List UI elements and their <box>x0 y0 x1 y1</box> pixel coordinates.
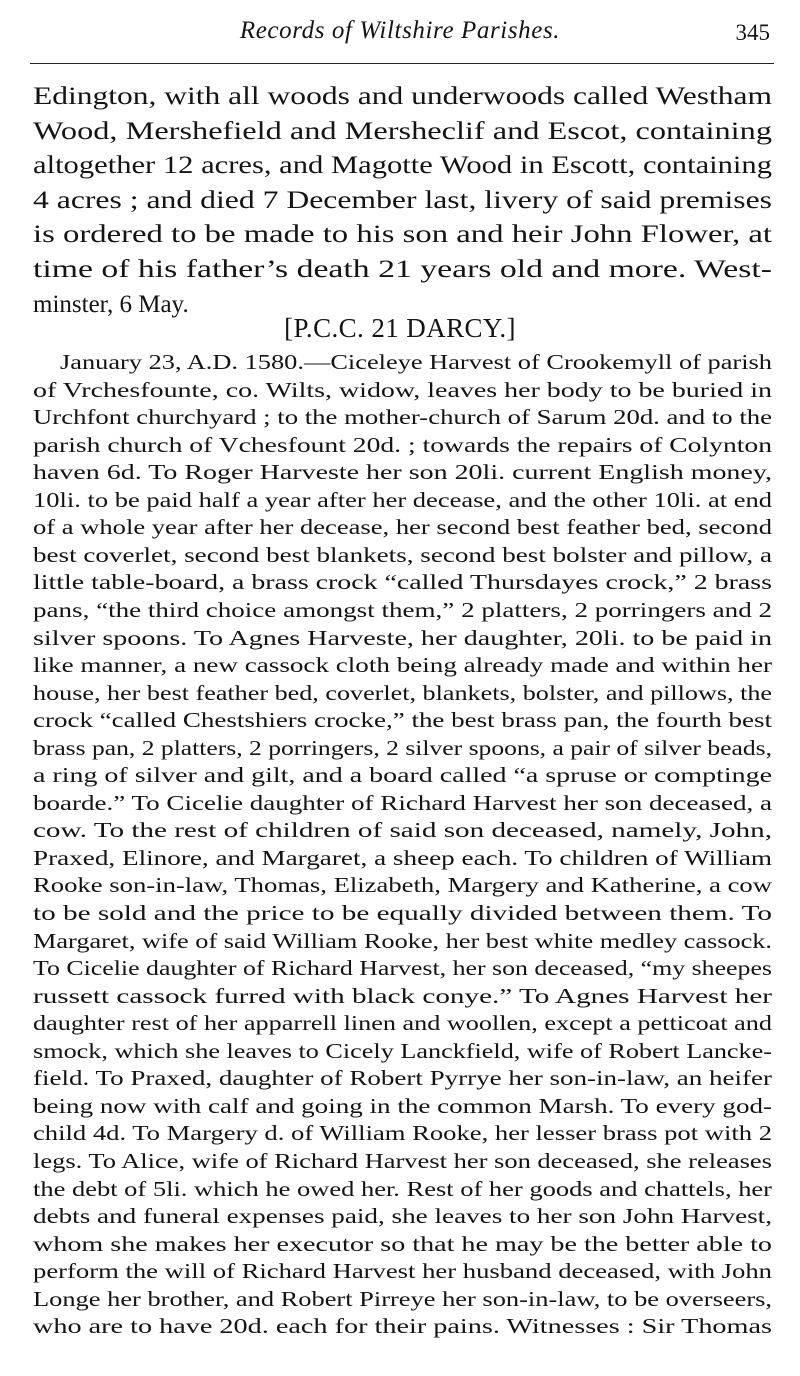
text-line: of a whole year after her decease, her second best feather bed, second <box>33 515 772 540</box>
text-line: russett cassock furred with black conye.” To Agnes Harvest her <box>33 983 772 1008</box>
text-line: 4 acres ; and died 7 December last, livery of said premises <box>33 186 772 214</box>
text-line: To Cicelie daughter of Richard Harvest, her son deceased, “my sheepes <box>33 956 772 981</box>
text-line: pans, “the third choice amongst them,” 2 platters, 2 porringers and 2 <box>33 597 772 622</box>
text-line: boarde.” To Cicelie daughter of Richard Harvest her son deceased, a <box>33 790 772 815</box>
text-line: debts and funeral expenses paid, she leaves to her son John Harvest, <box>33 1204 772 1229</box>
page-number: 345 <box>735 20 770 45</box>
text-line: brass pan, 2 platters, 2 porringers, 2 silver spoons, a pair of silver beads, <box>33 735 772 760</box>
running-title: Records of Wiltshire Parishes. <box>239 17 561 44</box>
text-line: best coverlet, second best blankets, second best bolster and pillow, a <box>33 542 772 567</box>
text-line: Edington, with all woods and underwoods called Westham <box>33 83 773 110</box>
text-line: Urchfont churchyard ; to the mother-church of Sarum 20d. and to the <box>33 405 773 430</box>
text-line: daughter rest of her apparrell linen and woollen, except a petticoat and <box>33 1011 772 1036</box>
text-line: 10li. to be paid half a year after her decease, and the other 10li. at end <box>33 487 772 512</box>
text-line: Praxed, Elinore, and Margaret, a sheep each. To children of William <box>33 845 772 870</box>
text-line: child 4d. To Margery d. of William Rooke, her lesser brass pot with 2 <box>33 1121 772 1146</box>
text-line: parish church of Vchesfount 20d. ; towards the repairs of Colynton <box>33 432 772 457</box>
text-line: a ring of silver and gilt, and a board called “a spruse or comptinge <box>33 763 772 788</box>
text-line: smock, which she leaves to Cicely Lanckfield, wife of Robert Lancke- <box>33 1038 772 1063</box>
text-line: Wood, Mershefield and Mersheclif and Escot, containing <box>33 117 772 145</box>
text-line: whom she makes her executor so that he may be the better able to <box>33 1231 772 1256</box>
text-line: crock “called Chestshiers crocke,” the best brass pan, the fourth best <box>33 708 772 733</box>
text-line: altogether 12 acres, and Magotte Wood in Escott, containing <box>33 152 772 180</box>
text-line: Margaret, wife of said William Rooke, her best white medley cassock. <box>33 928 772 953</box>
text-line: Rooke son-in-law, Thomas, Elizabeth, Margery and Katherine, a cow <box>33 873 772 898</box>
text-line: being now with calf and going in the common Marsh. To every god- <box>33 1093 772 1118</box>
text-line: minster, 6 May. <box>33 290 189 318</box>
text-line: is ordered to be made to his son and heir John Flower, at <box>33 221 772 249</box>
text-line: the debt of 5li. which he owed her. Rest of her goods and chattels, her <box>33 1176 773 1201</box>
text-line: to be sold and the price to be equally divided between them. To <box>33 901 772 925</box>
text-line: field. To Praxed, daughter of Robert Pyrrye her son-in-law, an heifer <box>33 1066 772 1091</box>
text-line: time of his father’s death 21 years old and more. West- <box>33 256 772 283</box>
text-line: silver spoons. To Agnes Harveste, her daughter, 20li. to be paid in <box>33 625 772 650</box>
citation-heading: [P.C.C. 21 DARCY.] <box>284 313 516 343</box>
text-line: house, her best feather bed, coverlet, blankets, bolster, and pillows, the <box>33 680 772 705</box>
text-line: of Vrchesfounte, co. Wilts, widow, leaves her body to be buried in <box>33 377 772 402</box>
text-line: haven 6d. To Roger Harveste her son 20li. current English money, <box>33 460 772 485</box>
text-line: cow. To the rest of children of said son deceased, namely, John, <box>33 818 772 843</box>
running-head <box>30 14 770 48</box>
text-line: who are to have 20d. each for their pains. Witnesses : Sir Thomas <box>33 1314 772 1339</box>
text-line: Longe her brother, and Robert Pirreye her son-in-law, to be overseers, <box>33 1286 772 1311</box>
text-line: little table-board, a brass crock “called Thursdayes crock,” 2 brass <box>33 570 772 595</box>
text-line: January 23, A.D. 1580.—Ciceleye Harvest of Crookemyll of parish <box>60 350 772 374</box>
text-line: like manner, a new cassock cloth being already made and within her <box>33 653 772 678</box>
header-rule <box>30 63 774 64</box>
text-line: legs. To Alice, wife of Richard Harvest her son deceased, she releases <box>33 1148 772 1173</box>
text-line: perform the will of Richard Harvest her husband deceased, with John <box>33 1259 772 1284</box>
